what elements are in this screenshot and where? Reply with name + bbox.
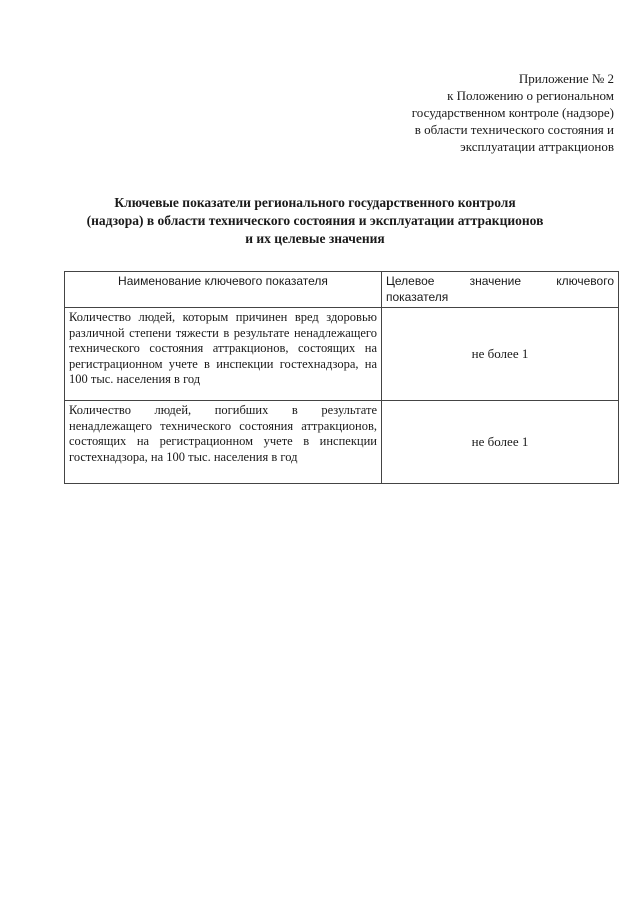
indicator-cell: Количество людей, которым причинен вред здоровью различной степени тяжести в результате ненадлежащего технического состояния аттракционов, состоящих на регистрационном учете в инспекции гостехнадзора, на 100 тыс. населения в год (65, 308, 382, 401)
table-row (65, 308, 619, 401)
appendix-line: в области технического состояния и (414, 122, 614, 137)
document-title (80, 194, 550, 248)
table-header-row (65, 272, 619, 308)
indicators-table (64, 271, 619, 484)
target-cell: не более 1 (382, 401, 619, 484)
column-header-target: Целевое значение ключевого показателя (382, 272, 619, 308)
table-row (65, 401, 619, 484)
appendix-line: эксплуатации аттракционов (460, 139, 614, 154)
title-line: Ключевые показатели регионального государственного контроля (114, 195, 516, 210)
column-header-indicator: Наименование ключевого показателя (65, 272, 382, 308)
appendix-line: к Положению о региональном (447, 88, 614, 103)
title-line: (надзора) в области технического состояния и эксплуатации аттракционов (86, 213, 544, 228)
target-cell: не более 1 (382, 308, 619, 401)
appendix-line: государственном контроле (надзоре) (411, 105, 614, 120)
title-line: и их целевые значения (245, 231, 385, 246)
indicator-cell: Количество людей, погибших в результате ненадлежащего технического состояния аттракционов, состоящих на регистрационном учете в инспекции гостехнадзора, на 100 тыс. населения в год (65, 401, 382, 484)
appendix-line: Приложение № 2 (518, 71, 614, 86)
appendix-note (412, 70, 614, 155)
